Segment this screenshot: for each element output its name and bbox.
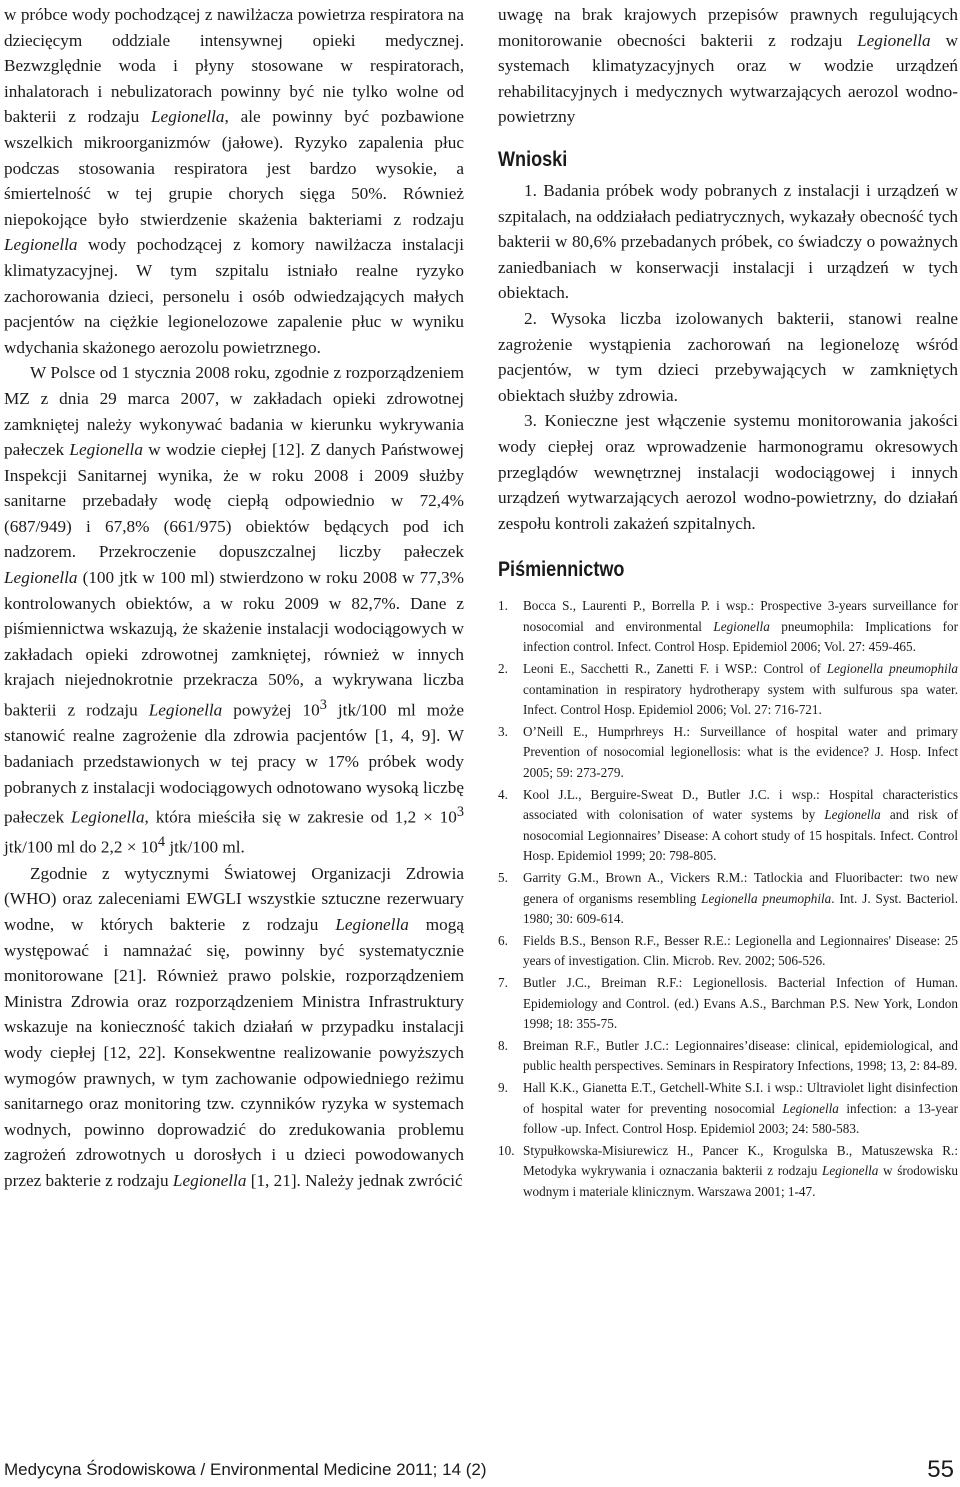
reference-text: Bocca S., Laurenti P., Borrella P. i wsp.: Prospective 3-years surveillance for nosocomial and environmental Legionella pneumophila: Implications for infection control. Infect. Control Hosp. Epidemiol 2006; Vol. 27: 459-465.: [523, 598, 958, 655]
reference-number: 9.: [498, 1079, 508, 1095]
reference-item: [498, 659, 958, 721]
reference-item: [498, 868, 958, 930]
reference-item: [498, 973, 958, 1035]
paragraph: Zgodnie z wytycznymi Światowej Organizacji Zdrowia (WHO) oraz zaleceniami EWGLI wszystkie sztuczne rezerwuary wodne, w których bakterie z rodzaju Legionella mogą występować i namnażać się, powinny być systematycznie monitorowane [21]. Również prawo polskie, rozporządzeniem Ministra Zdrowia oraz rozporządzeniem Ministra Infrastruktury wskazuje na konieczność takich działań w przypadku instalacji wody ciepłej [12, 22]. Konsekwentne realizowanie powyższych wymogów prawnych, w tym zachowanie odpowiedniego reżimu sanitarnego oraz monitoring tzw. czynników ryzyka w systemach wodnych, powinno doprowadzić do zredukowania problemu zagrożeń zdrowotnych u dorosłych i u dzieci powodowanych przez bakterie z rodzaju Legionella [1, 21]. Należy jednak zwrócić: [4, 863, 464, 1190]
reference-text: Butler J.C., Breiman R.F.: Legionellosis. Bacterial Infection of Human. Epidemiology and Control. (ed.) Evans A.S., Barchman P.S. New York, London 1998; 18: 355-75.: [523, 974, 958, 1032]
reference-item: [498, 596, 958, 658]
reference-text: Kool J.L., Berguire-Sweat D., Butler J.C. i wsp.: Hospital characteristics associated with colonisation of water systems by Legionella and risk of nosocomial Legionnaires’ Disease: A cohort study of 15 hospitals. Infect. Control Hosp. Epidemiol 1999; 20: 798-805.: [523, 786, 959, 864]
conclusion-item: 1. Badania próbek wody pobranych z instalacji i urządzeń w szpitalach, na oddziałach pediatrycznych, wykazały obecność tych bakterii w 80,6% przebadanych próbek, co świadczy o poważnych zaniedbaniach w konserwacji instalacji i urządzeń w tych obiektach.: [498, 180, 958, 303]
references-heading: Piśmiennictwo: [498, 558, 625, 582]
conclusion-item: 3. Konieczne jest włączenie systemu monitorowania jakości wody ciepłej oraz wprowadzenie harmonogramu okresowych przeglądów wewnętrznej instalacji wodociągowej i innych urządzeń wytwarzających aerozol wodno-powietrzny, do działań zespołu kontroli zakażeń szpitalnych.: [498, 411, 958, 533]
reference-number: 5.: [498, 870, 508, 885]
reference-text: Fields B.S., Benson R.F., Besser R.E.: Legionella and Legionnaires' Disease: 25 years of investigation. Clin. Microb. Rev. 2002; 506-526.: [523, 932, 958, 969]
reference-item: [498, 1141, 958, 1203]
reference-number: 2.: [498, 661, 508, 677]
reference-item: [498, 931, 958, 972]
paragraph: W Polsce od 1 stycznia 2008 roku, zgodnie z rozporządzeniem MZ z dnia 29 marca 2007, w zakładach opieki zdrowotnej zamkniętej należy wykonywać badania w kierunku wykrywania pałeczek Legionella w wodzie ciepłej [12]. Z danych Państwowej Inspekcji Sanitarnej wynika, że w roku 2008 i 2009 służby sanitarne przebadały wodę ciepłą odpowiednio w 72,4% (687/949) i 67,8% (661/975) obiektów będących pod ich nadzorem. Przekroczenie dopuszczalnej liczby pałeczek Legionella (100 jtk w 100 ml) stwierdzono w roku 2008 w 77,3% kontrolowanych obiektów, a w roku 2009 w 82,7%. Dane z piśmiennictwa wskazują, że skażenie instalacji wodociągowych w zakładach opieki zdrowotnej zamkniętej, również w innych krajach niejednokrotnie przekracza 50%, a wykrywana liczba bakterii z rodzaju Legionella powyżej $10^3$ jtk/100 ml może stanowić realne zagrożenie dla zdrowia pacjentów [1, 4, 9]. W badaniach przedstawionych w tej pracy w 17% próbek wody pobranych z instalacji wodociągowych odnotowano wysoką liczbę pałeczek Legionella, która mieściła się w zakresie od $1,2 \times 10^3$ jtk/100 ml do $2,2 \times 10^4$ jtk/100 ml.: [4, 363, 465, 858]
reference-text: O’Neill E., Humprhreys H.: Surveillance of hospital water and primary Prevention of nosocomial legionellosis: what is the evidence? J. Hosp. Infect 2005; 59: 273-279.: [523, 723, 958, 781]
reference-text: Stypułkowska-Misiurewicz H., Pancer K., Krogulska B., Matuszewska R.: Metodyka wykrywania i oznaczania bakterii z rodzaju Legionella w środowisku wodnym i materiale klinicznym. Warszawa 2001; 1-47.: [523, 1142, 959, 1199]
paragraph: w próbce wody pochodzącej z nawilżacza powietrza respiratora na dziecięcym oddziale intensywnej opieki medycznej. Bezwzględnie woda i płyny stosowane w respiratorach, inhalatorach i nebulizatorach powinny być nie tylko wolne od bakterii z rodzaju Legionella, ale powinny być pozbawione wszelkich mikroorganizmów (jałowe). Ryzyko zapalenia płuc podczas stosowania respiratora jest bardzo wysokie, a śmiertelność w tej grupie chorych sięga 50%. Również niepokojące było stwierdzenie skażenia bakteriami z rodzaju Legionella wody pochodzącej z komory nawilżacza instalacji klimatyzacyjnej. W tym szpitalu istniało realne ryzyko zachorowania dzieci, personelu i osób odwiedzających małych pacjentów na ciężkie legionelozowe zapalenie płuc w wyniku wdychania skażonego aerozolu powietrznego.: [4, 5, 464, 357]
paragraph: uwagę na brak krajowych przepisów prawnych regulujących monitorowanie obecności bakterii z rodzaju Legionella w systemach klimatyzacyjnych oraz w wodzie urządzeń rehabilitacyjnych i medycznych wytwarzających aerozol wodno-powietrzny: [498, 5, 958, 127]
reference-item: [498, 1078, 958, 1140]
left-column: [4, 2, 464, 1194]
reference-item: [498, 785, 958, 867]
reference-number: 3.: [498, 723, 508, 739]
reference-number: 6.: [498, 932, 508, 948]
reference-number: 1.: [498, 598, 508, 614]
reference-number: 8.: [498, 1037, 508, 1053]
journal-footer: Medycyna Środowiskowa / Environmental Medicine 2011; 14 (2): [4, 1460, 487, 1479]
reference-item: [498, 722, 958, 784]
reference-number: 7.: [498, 974, 508, 990]
reference-text: Hall K.K., Gianetta E.T., Getchell-White S.I. i wsp.: Ultraviolet light disinfection of hospital water for preventing nosocomial Legionella infection: a 13-year follow -up. Infect. Control Hosp. Epidemiol 2003; 24: 580-583.: [523, 1079, 958, 1137]
reference-text: Breiman R.F., Butler J.C.: Legionnaires’disease: clinical, epidemiological, and public health perspectives. Seminars in Respiratory Infections, 1998; 13, 2: 84-89.: [523, 1037, 958, 1074]
reference-number: 10.: [498, 1142, 515, 1158]
conclusions-heading: Wnioski: [498, 147, 568, 171]
reference-text: Garrity G.M., Brown A., Vickers R.M.: Tatlockia and Fluoribacter: two new genera of organisms resembling Legionella pneumophila. Int. J. Syst. Bacteriol. 1980; 30: 609-614.: [523, 870, 958, 927]
conclusion-item: 2. Wysoka liczba izolowanych bakterii, stanowi realne zagrożenie wystąpienia zachorowań na legionelozę wśród pacjentów, w tym dzieci przebywających w zamkniętych obiektach służby zdrowia.: [498, 308, 958, 405]
right-column: [498, 2, 958, 1204]
reference-text: Leoni E., Sacchetti R., Zanetti F. i WSP.: Control of Legionella pneumophila contamination in respiratory hydrotherapy system with sulfurous spa water. Infect. Control Hosp. Epidemiol 2006; Vol. 27: 716-721.: [523, 661, 958, 718]
conclusions-list: [498, 178, 958, 536]
reference-number: 4.: [498, 786, 508, 802]
page-number: 55: [927, 1456, 954, 1483]
reference-item: [498, 1036, 958, 1077]
right-intro: [498, 2, 958, 130]
references-list: [498, 596, 958, 1202]
